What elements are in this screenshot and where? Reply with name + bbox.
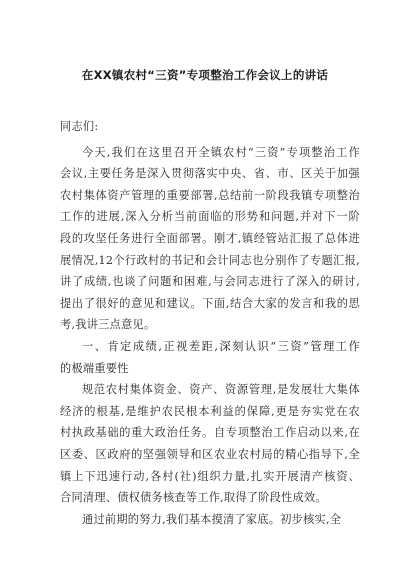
- paragraph-line: 村执政基础的重大政治任务。自专项整治工作启动以来,在: [60, 426, 360, 440]
- paragraph-line: 经济的根基,是维护农民根本利益的保障,更是夯实党在农: [60, 404, 360, 418]
- paragraph-line: 区委、区政府的坚强领导和区农业农村局的精心指导下,全: [60, 447, 360, 461]
- paragraph-line: 规范农村集体资金、资产、资源管理,是发展壮大集体: [82, 383, 360, 397]
- paragraph-line: 讲了成绩,也谈了问题和困难,与会同志进行了深入的研讨,: [60, 275, 360, 289]
- paragraph-line: 展情况,12个行政村的书记和会计同志也分别作了专题汇报,: [60, 253, 360, 267]
- section-heading-line: 一、肯定成绩,正视差距,深刻认识“三资”管理工作: [82, 339, 360, 353]
- paragraph-line: 通过前期的努力,我们基本摸清了家底。初步核实,全: [82, 512, 342, 526]
- paragraph-line: 农村集体资产管理的重要部署,总结前一阶段我镇专项整治: [60, 188, 360, 202]
- section-heading-line: 的极端重要性: [60, 361, 129, 375]
- paragraph-line: 提出了很好的意见和建议。下面,结合大家的发言和我的思: [60, 296, 360, 310]
- paragraph-line: 工作的进展,深入分析当前面临的形势和问题,并对下一阶: [60, 210, 360, 224]
- paragraph-line: 段的攻坚任务进行全面部署。刚才,镇经管站汇报了总体进: [60, 231, 360, 245]
- paragraph-line: 考,我讲三点意见。: [60, 318, 156, 332]
- paragraph-line: 合同清理、债权债务核查等工作,取得了阶段性成效。: [60, 491, 327, 505]
- document-title: 在XX镇农村“三资”专项整治工作会议上的讲话: [81, 68, 329, 82]
- paragraph-line: 今天,我们在这里召开全镇农村“三资”专项整治工作: [82, 145, 360, 159]
- salutation: 同志们:: [60, 120, 99, 133]
- paragraph-line: 会议,主要任务是深入贯彻落实中央、省、市、区关于加强: [60, 167, 360, 181]
- paragraph-line: 镇上下迅速行动,各村(社)组织力量,扎实开展清产核资、: [60, 469, 360, 483]
- document-body: [60, 116, 360, 530]
